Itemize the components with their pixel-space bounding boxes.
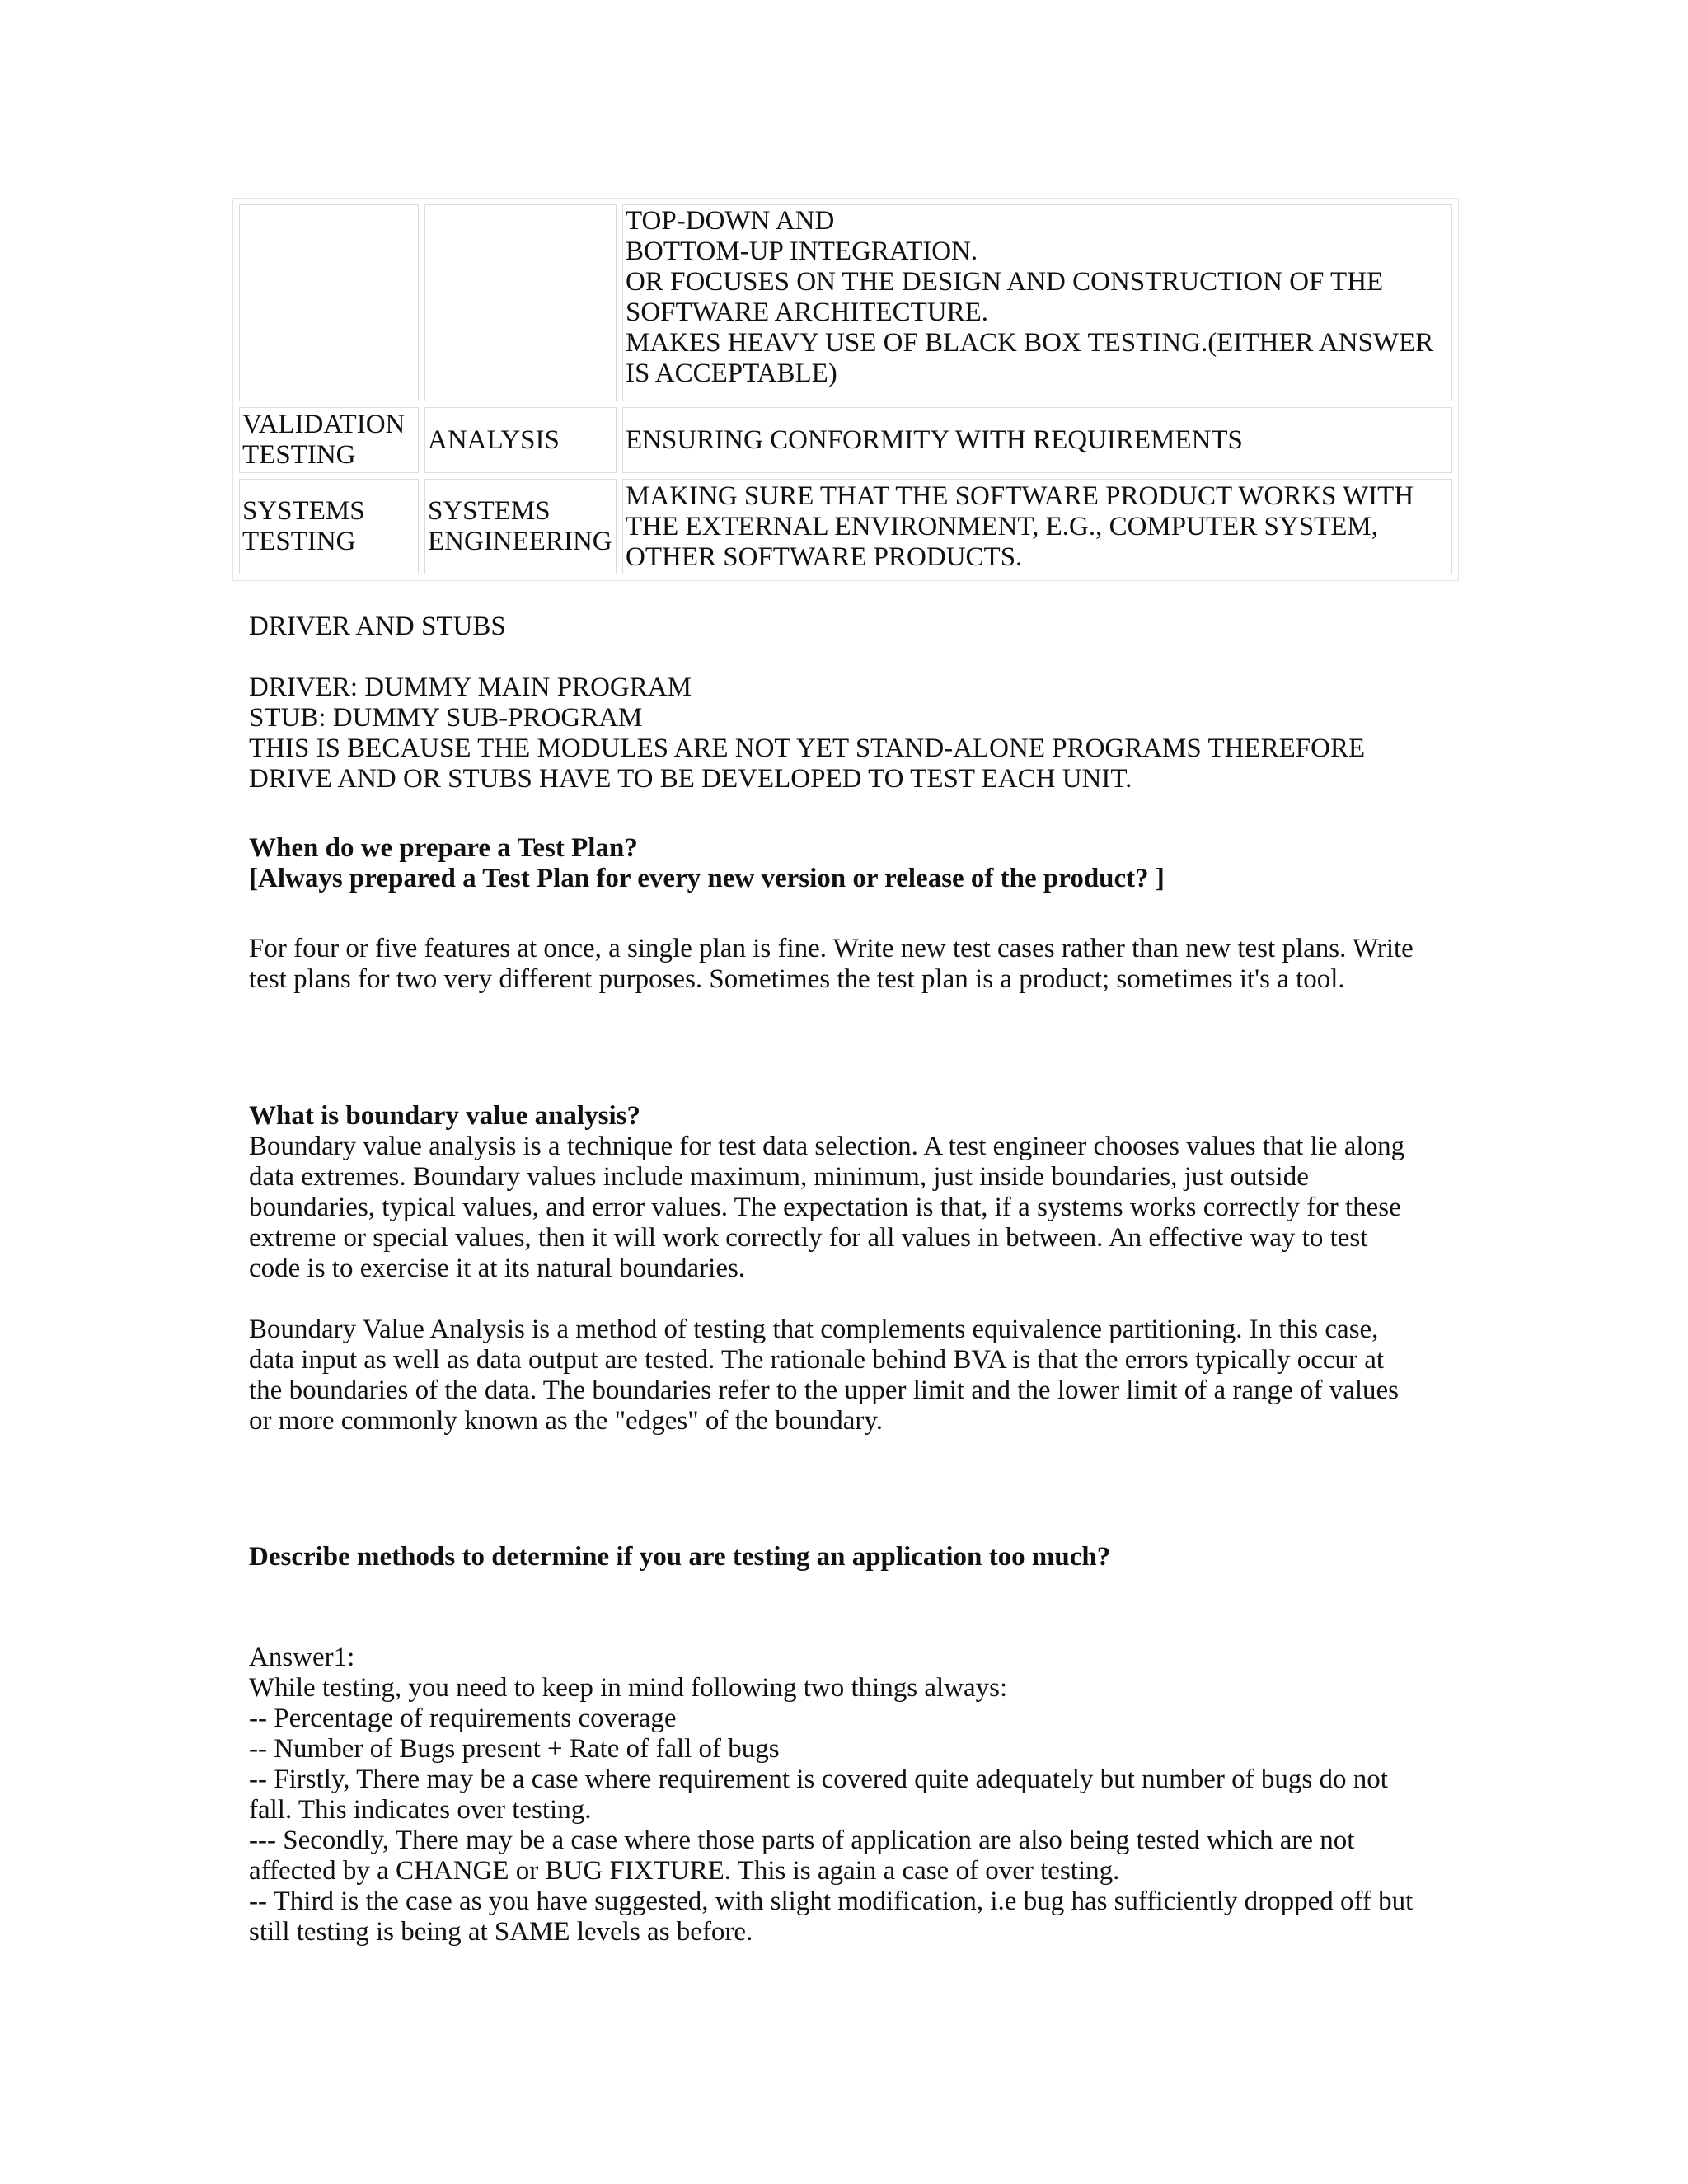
text-line: test plans for two very different purposes. Sometimes the test plan is a product; sometimes it's a tool. (249, 964, 1345, 994)
question-line: [Always prepared a Test Plan for every new version or release of the product? ] (249, 864, 1165, 893)
text-line: -- Number of Bugs present + Rate of fall of bugs (249, 1734, 780, 1764)
table-cell-testing-type (239, 479, 419, 574)
table-row (239, 479, 1452, 574)
text-line: extreme or special values, then it will work correctly for all values in between. An effective way to test (249, 1223, 1368, 1253)
text-line: Boundary value analysis is a technique for test data selection. A test engineer chooses values that lie along (249, 1132, 1405, 1161)
table-cell-phase (424, 407, 617, 473)
testing-types-table (232, 198, 1459, 581)
cell-text-line: ENSURING CONFORMITY WITH REQUIREMENTS (626, 424, 1243, 455)
text-line: DRIVE AND OR STUBS HAVE TO BE DEVELOPED TO TEST EACH UNIT. (249, 764, 1132, 794)
bva-paragraph-2 (249, 1315, 1452, 1436)
cell-text-line: SOFTWARE ARCHITECTURE. (626, 298, 989, 327)
cell-text-line: MAKES HEAVY USE OF BLACK BOX TESTING.(EITHER ANSWER (626, 328, 1434, 358)
table-cell-testing-type (239, 204, 419, 401)
text-line: STUB: DUMMY SUB-PROGRAM (249, 703, 643, 733)
text-line: fall. This indicates over testing. (249, 1795, 592, 1825)
text-line: Answer1: (249, 1643, 355, 1672)
cell-text-line: TOP-DOWN AND (626, 206, 835, 236)
text-line: boundaries, typical values, and error values. The expectation is that, if a systems works correctly for these (249, 1193, 1401, 1222)
cell-text-line: ENGINEERING (428, 527, 612, 556)
over-testing-question (249, 1542, 1452, 1572)
text-line: code is to exercise it at its natural boundaries. (249, 1254, 746, 1283)
cell-text-line: THE EXTERNAL ENVIRONMENT, E.G., COMPUTER SYSTEM, (626, 511, 1378, 541)
test-plan-answer (249, 934, 1452, 995)
cell-text-line: OTHER SOFTWARE PRODUCTS. (626, 541, 1023, 572)
question-line: Describe methods to determine if you are testing an application too much? (249, 1542, 1111, 1572)
table-cell-phase (424, 204, 617, 401)
driver-stubs-heading-block (249, 612, 1452, 642)
cell-text-line: ANALYSIS (428, 424, 560, 455)
text-line: While testing, you need to keep in mind following two things always: (249, 1673, 1008, 1703)
text-line: -- Firstly, There may be a case where requirement is covered quite adequately but number of bugs do not (249, 1765, 1388, 1794)
text-line: data extremes. Boundary values include maximum, minimum, just inside boundaries, just outside (249, 1162, 1309, 1192)
text-line: or more commonly known as the "edges" of the boundary. (249, 1406, 883, 1436)
cell-text-line: SYSTEMS (242, 496, 365, 526)
cell-text-line: OR FOCUSES ON THE DESIGN AND CONSTRUCTION OF THE (626, 267, 1384, 297)
question-line: What is boundary value analysis? (249, 1101, 640, 1131)
cell-text-line: TESTING (242, 440, 356, 470)
table-cell-description (622, 204, 1452, 401)
table-cell-testing-type (239, 407, 419, 473)
driver-stubs-body (249, 673, 1452, 794)
test-plan-question (249, 833, 1452, 894)
text-line: -- Percentage of requirements coverage (249, 1704, 677, 1733)
text-line: data input as well as data output are tested. The rationale behind BVA is that the errors typically occur at (249, 1345, 1385, 1375)
over-testing-answer (249, 1643, 1452, 1947)
text-line: --- Secondly, There may be a case where those parts of application are also being tested which are not (249, 1825, 1355, 1855)
text-line: still testing is being at SAME levels as before. (249, 1917, 753, 1947)
text-line: For four or five features at once, a single plan is fine. Write new test cases rather than new test plans. Write (249, 934, 1414, 963)
bva-section (249, 1101, 1452, 1284)
cell-text-line: TESTING (242, 527, 356, 556)
cell-text-line: IS ACCEPTABLE) (626, 359, 837, 388)
table-row (239, 407, 1452, 473)
section-heading: DRIVER AND STUBS (249, 612, 506, 641)
table-cell-phase (424, 479, 617, 574)
question-line: When do we prepare a Test Plan? (249, 833, 638, 863)
text-line: DRIVER: DUMMY MAIN PROGRAM (249, 673, 692, 702)
text-line: affected by a CHANGE or BUG FIXTURE. This is again a case of over testing. (249, 1856, 1120, 1886)
testing-table (233, 199, 1458, 580)
cell-text-line: VALIDATION (242, 410, 406, 439)
table-cell-description (622, 407, 1452, 473)
cell-text-line: SYSTEMS (428, 496, 551, 526)
text-line: the boundaries of the data. The boundaries refer to the upper limit and the lower limit of a range of values (249, 1376, 1400, 1405)
text-line: Boundary Value Analysis is a method of testing that complements equivalence partitioning. In this case, (249, 1315, 1379, 1344)
table-cell-description (622, 479, 1452, 574)
cell-text-line: BOTTOM-UP INTEGRATION. (626, 237, 978, 266)
text-line: -- Third is the case as you have suggested, with slight modification, i.e bug has sufficiently dropped off but (249, 1886, 1414, 1916)
text-line: THIS IS BECAUSE THE MODULES ARE NOT YET STAND-ALONE PROGRAMS THEREFORE (249, 733, 1366, 763)
cell-text-line: MAKING SURE THAT THE SOFTWARE PRODUCT WORKS WITH (626, 480, 1414, 511)
table-row (239, 204, 1452, 401)
